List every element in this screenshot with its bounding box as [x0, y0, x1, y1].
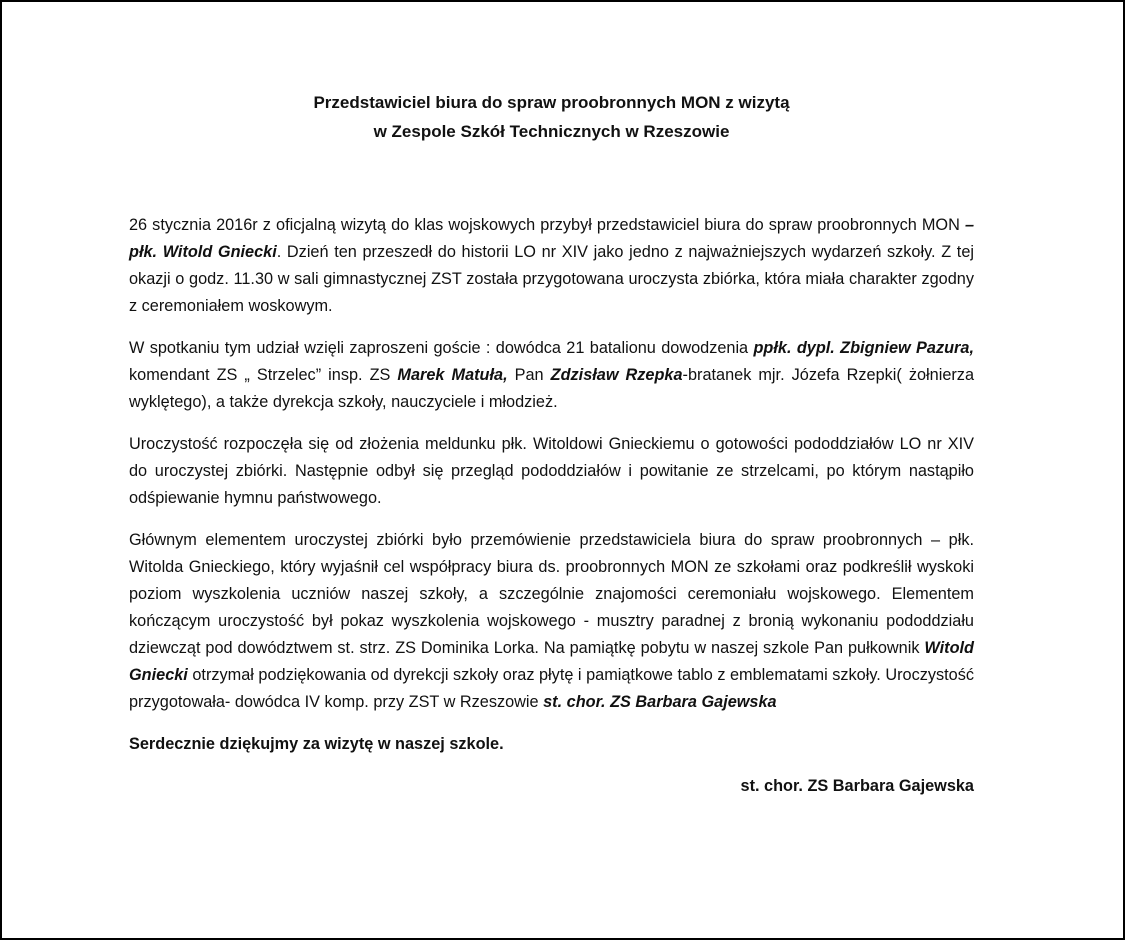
paragraph-4-name-gniecki: Witold Gniecki: [129, 639, 974, 684]
thanks-line: Serdecznie dziękujmy za wizytę w naszej szkole.: [129, 735, 504, 753]
paragraph-3-text: Uroczystość rozpoczęła się od złożenia meldunku płk. Witoldowi Gnieckiemu o gotowości pododdziałów LO nr XIV do uroczystej zbiórki. Następnie odbył się przegląd pododdziałów i powitanie ze strzelcami, po którym nastąpiło odśpiewanie hymnu państwowego.: [129, 435, 974, 507]
paragraph-4: [129, 527, 974, 716]
paragraph-2-text-c: Pan: [507, 366, 551, 384]
paragraph-4-text-a: Głównym elementem uroczystej zbiórki było przemówienie przedstawiciela biura do spraw proobronnych – płk. Witolda Gnieckiego, który wyjaśnił cel współpracy biura ds. proobronnych MON ze szkołami oraz podkreślił wyskoki poziom wyszkolenia uczniów naszej szkoły, a szczególnie znajomości ceremoniału wojskowego. Elementem kończącym uroczystość był pokaz wyszkolenia wojskowego - musztry paradnej z bronią wykonaniu pododdziału dziewcząt pod dowództwem st. strz. ZS Dominika Lorka. Na pamiątkę pobytu w naszej szkole Pan pułkownik: [129, 531, 974, 657]
paragraph-2-text-a: W spotkaniu tym udział wzięli zaproszeni goście : dowódca 21 batalionu dowodzenia: [129, 339, 754, 357]
paragraph-2: [129, 335, 974, 416]
paragraph-2-text-b: komendant ZS „ Strzelec” insp. ZS: [129, 366, 398, 384]
paragraph-4-text-b: otrzymał podziękowania od dyrekcji szkoły oraz płytę i pamiątkowe tablo z emblematami szkoły. Uroczystość przygotowała- dowódca IV komp. przy ZST w Rzeszowie: [129, 666, 974, 711]
paragraph-1: [129, 212, 974, 320]
paragraph-1-text-a: 26 stycznia 2016r z oficjalną wizytą do klas wojskowych przybył przedstawiciel biura do spraw proobronnych MON: [129, 216, 965, 234]
paragraph-2-text-d: -bratanek mjr. Józefa Rzepki( żołnierza wyklętego), a także dyrekcja szkoły, nauczyciele i młodzież.: [129, 366, 974, 411]
page-title: [129, 88, 974, 146]
paragraph-4-name-gajewska: st. chor. ZS Barbara Gajewska: [543, 693, 777, 711]
signature: st. chor. ZS Barbara Gajewska: [740, 777, 974, 795]
document-content: [129, 88, 974, 800]
paragraph-1-highlight: – płk. Witold Gniecki: [129, 216, 974, 261]
paragraph-2-name-pazura: ppłk. dypl. Zbigniew Pazura,: [753, 339, 974, 357]
title-line-1: Przedstawiciel biura do spraw proobronnych MON z wizytą: [313, 93, 790, 112]
paragraph-2-name-matula: Marek Matuła,: [397, 366, 508, 384]
paragraph-1-text-b: . Dzień ten przeszedł do historii LO nr XIV jako jedno z najważniejszych wydarzeń szkoły. Z tej okazji o godz. 11.30 w sali gimnastycznej ZST została przygotowana uroczysta zbiórka, która miała charakter zgodny z ceremoniałem woskowym.: [129, 243, 974, 315]
paragraph-2-name-rzepka: Zdzisław Rzepka: [550, 366, 683, 384]
title-line-2: w Zespole Szkół Technicznych w Rzeszowie: [373, 122, 730, 141]
paragraph-3: [129, 431, 974, 512]
